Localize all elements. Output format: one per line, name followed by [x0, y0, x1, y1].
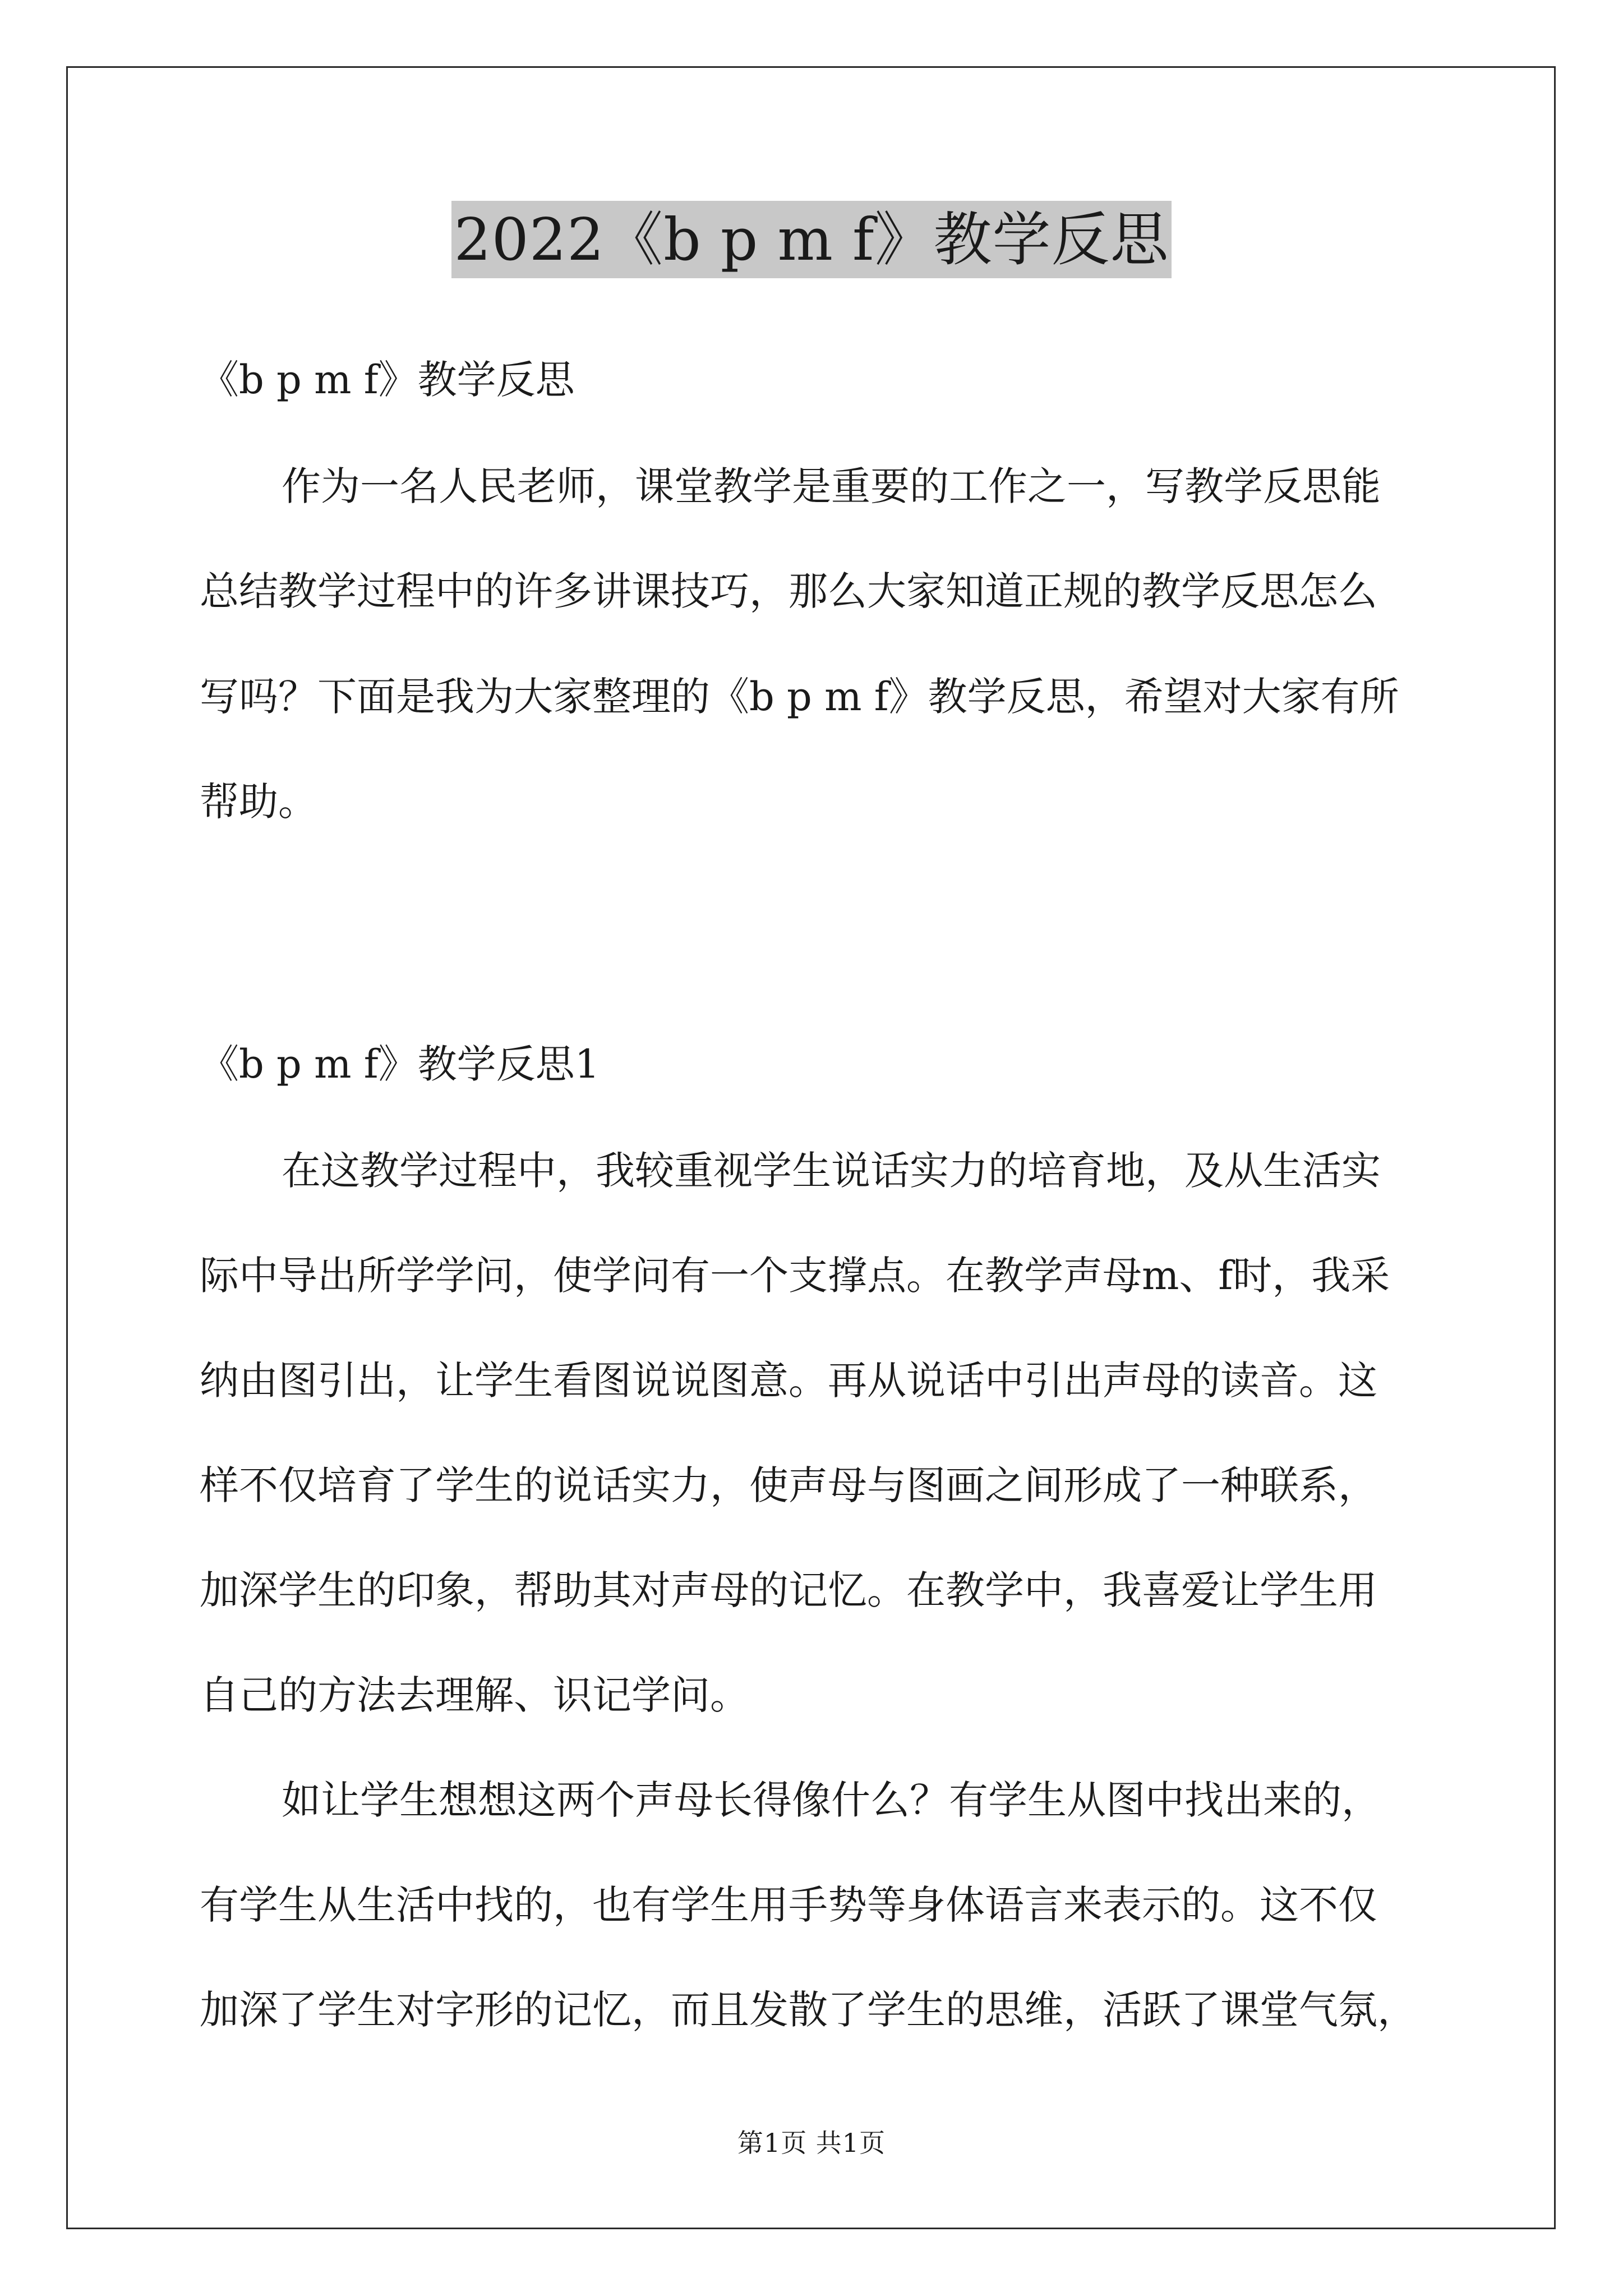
paragraph-line: 帮助。 — [200, 779, 317, 825]
section-heading-intro: 《b p m f》教学反思 — [200, 357, 575, 403]
title-container — [0, 201, 1623, 278]
paragraph-line: 总结教学过程中的许多讲课技巧，那么大家知道正规的教学反思怎么 — [200, 568, 1377, 614]
paragraph-line: 有学生从生活中找的，也有学生用手势等身体语言来表示的。这不仅 — [200, 1882, 1377, 1928]
paragraph-line: 写吗？下面是我为大家整理的《b p m f》教学反思，希望对大家有所 — [200, 674, 1399, 720]
paragraph-line: 样不仅培育了学生的说话实力，使声母与图画之间形成了一种联系， — [200, 1462, 1377, 1508]
paragraph-line: 如让学生想想这两个声母长得像什么？有学生从图中找出来的， — [282, 1777, 1381, 1823]
section-heading-1: 《b p m f》教学反思1 — [200, 1041, 600, 1087]
paragraph-line: 加深了学生对字形的记忆，而且发散了学生的思维，活跃了课堂气氛， — [200, 1987, 1417, 2033]
paragraph-line: 在这教学过程中，我较重视学生说话实力的培育地，及从生活实 — [282, 1148, 1381, 1194]
page-footer: 第1页 共1页 — [737, 2128, 886, 2158]
paragraph-line: 自己的方法去理解、识记学问。 — [200, 1672, 749, 1718]
document-title: 2022《b p m f》教学反思 — [451, 201, 1171, 278]
paragraph-line: 加深学生的印象，帮助其对声母的记忆。在教学中，我喜爱让学生用 — [200, 1567, 1377, 1613]
paragraph-line: 纳由图引出，让学生看图说说图意。再从说话中引出声母的读音。这 — [200, 1358, 1377, 1404]
paragraph-line: 际中导出所学学问，使学问有一个支撑点。在教学声母m、f时，我采 — [200, 1253, 1390, 1299]
paragraph-line: 作为一名人民老师，课堂教学是重要的工作之一，写教学反思能 — [282, 463, 1381, 509]
